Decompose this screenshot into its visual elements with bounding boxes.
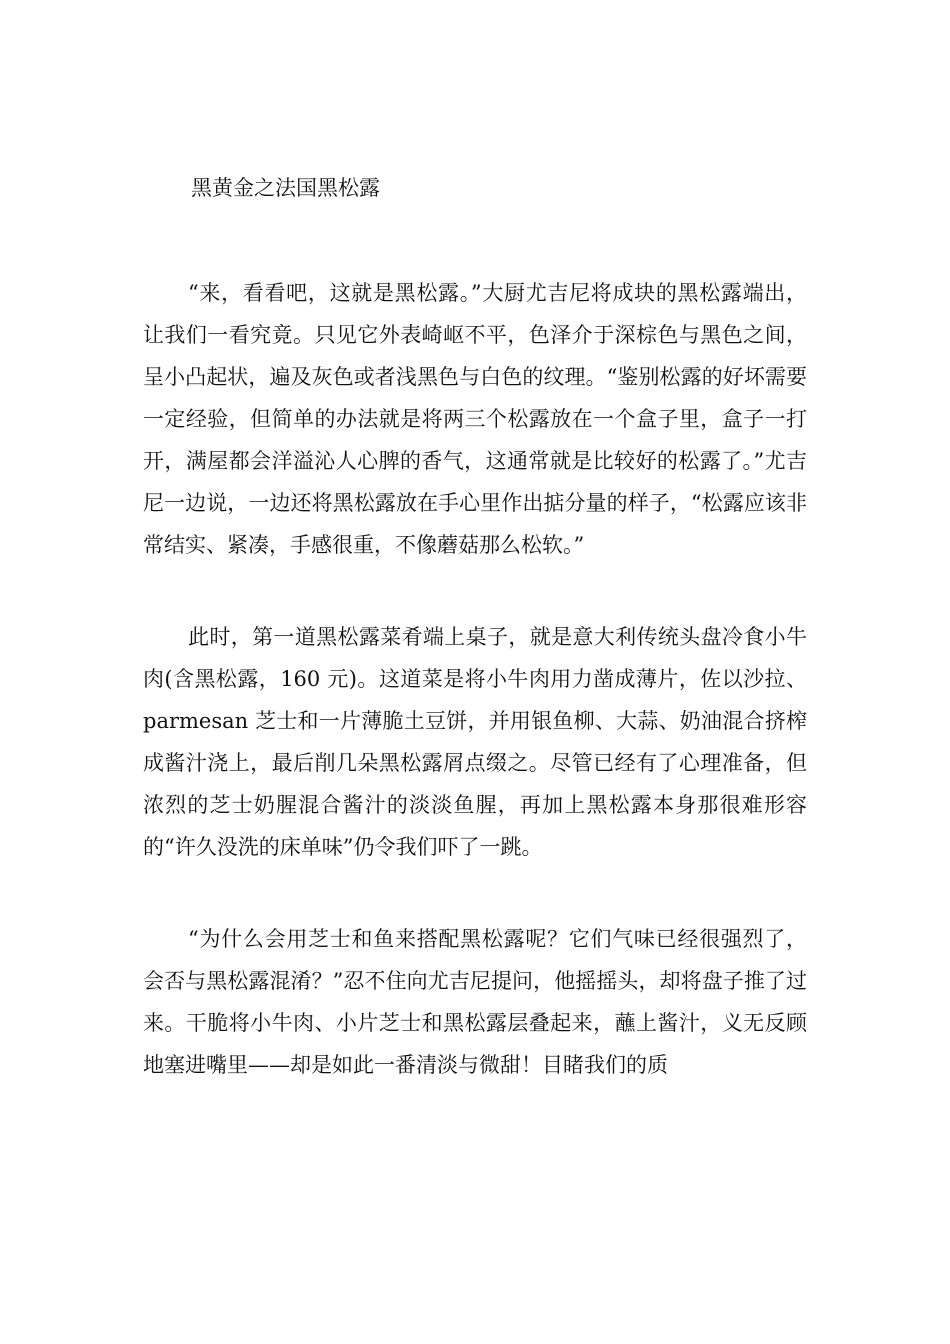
paragraph-2: 此时，第一道黑松露菜肴端上桌子，就是意大利传统头盘冷食小牛肉(含黑松露，160 元)。这道菜是将小牛肉用力凿成薄片，佐以沙拉、parmesan 芝士和一片薄脆土豆饼，并用银鱼柳、大蒜、奶油混合挤榨成酱汁浇上，最后削几朵黑松露屑点缀之。尽管已经有了心理准备，但浓烈的芝士奶腥混合酱汁的淡淡鱼腥，再加上黑松露本身那很难形容的“许久没洗的床单味”仍令我们吓了一跳。 bbox=[143, 625, 807, 859]
paragraph-3: “为什么会用芝士和鱼来搭配黑松露呢？它们气味已经很强烈了，会否与黑松露混淆？”忍不住向尤吉尼提问，他摇摇头，却将盘子推了过来。干脆将小牛肉、小片芝士和黑松露层叠起来，蘸上酱汁，义无反顾地塞进嘴里——却是如此一番清淡与微甜！目睹我们的质 bbox=[143, 927, 807, 1077]
document-body bbox=[143, 167, 807, 1086]
document-title: 黑黄金之法国黑松露 bbox=[191, 176, 380, 200]
paragraph-1: “来，看看吧，这就是黑松露。”大厨尤吉尼将成块的黑松露端出，让我们一看究竟。只见它外表崎岖不平，色泽介于深棕色与黑色之间，呈小凸起状，遍及灰色或者浅黑色与白色的纹理。“鉴别松露的好坏需要一定经验，但简单的办法就是将两三个松露放在一个盒子里，盒子一打开，满屋都会洋溢沁人心脾的香气，这通常就是比较好的松露了。”尤吉尼一边说，一边还将黑松露放在手心里作出掂分量的样子，“松露应该非常结实、紧凑，手感很重，不像蘑菇那么松软。” bbox=[143, 281, 807, 557]
